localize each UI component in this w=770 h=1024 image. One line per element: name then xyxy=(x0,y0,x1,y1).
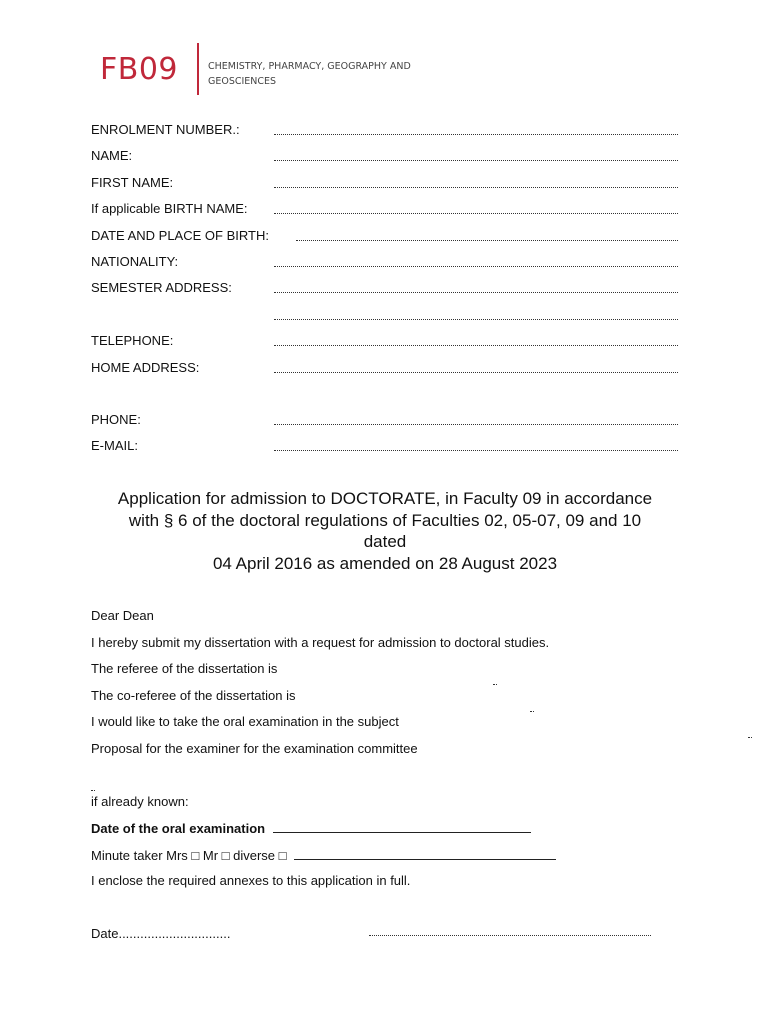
semester-address-field-2[interactable] xyxy=(274,311,678,321)
title-line-4: 04 April 2016 as amended on 28 August 2023 xyxy=(212,553,558,573)
enclose-statement: I enclose the required annexes to this application in full. xyxy=(91,873,414,888)
coreferee-row xyxy=(91,688,681,715)
first-name-field[interactable] xyxy=(274,179,678,189)
proposal-label: Proposal for the examiner for the examination committee xyxy=(91,741,422,756)
first-name-label: FIRST NAME: xyxy=(91,174,174,190)
title-line-2: with § 6 of the doctoral regulations of Faculties 02, 05-07, 09 and 10 xyxy=(128,510,642,530)
oral-subject-row xyxy=(91,714,681,741)
oral-subject-label: I would like to take the oral examination in the subject xyxy=(91,714,403,729)
if-known-label: if already known: xyxy=(91,794,193,809)
page-header xyxy=(0,0,770,110)
nationality-label: NATIONALITY: xyxy=(91,253,179,269)
faculty-name xyxy=(208,59,438,89)
submit-statement: I hereby submit my dissertation with a request for admission to doctoral studies. xyxy=(91,635,553,650)
home-address-field[interactable] xyxy=(274,364,678,374)
signature-field[interactable] xyxy=(369,935,651,936)
if-known-row xyxy=(91,794,681,821)
birth-date-place-field[interactable] xyxy=(296,232,678,242)
title-line-1: Application for admission to DOCTORATE, in Faculty 09 in accordance xyxy=(117,489,653,508)
application-body xyxy=(91,608,681,900)
name-label: NAME: xyxy=(91,148,133,164)
birth-date-place-label: DATE AND PLACE OF BIRTH: xyxy=(91,227,269,243)
oral-date-field[interactable] xyxy=(273,820,531,833)
birth-name-row xyxy=(91,199,681,225)
oral-date-row xyxy=(91,820,681,847)
submit-row xyxy=(91,635,681,662)
semester-address-row-2 xyxy=(91,305,681,331)
title-line-3: dated xyxy=(363,532,407,551)
birth-name-label: If applicable BIRTH NAME: xyxy=(91,201,248,217)
proposal-field[interactable] xyxy=(91,775,95,791)
coreferee-field[interactable] xyxy=(530,696,534,712)
minute-taker-label: Minute taker Mrs □ Mr □ diverse □ xyxy=(91,848,290,863)
enrolment-row xyxy=(91,120,681,146)
nationality-field[interactable] xyxy=(274,258,678,268)
birth-name-field[interactable] xyxy=(274,205,678,215)
email-field[interactable] xyxy=(274,442,678,452)
first-name-row xyxy=(91,173,681,199)
referee-label: The referee of the dissertation is xyxy=(91,661,281,676)
personal-details-form xyxy=(91,120,681,463)
email-row xyxy=(91,436,681,462)
home-address-row xyxy=(91,358,681,384)
enrolment-label: ENROLMENT NUMBER.: xyxy=(91,122,240,137)
email-label: E-MAIL: xyxy=(91,438,138,454)
home-address-label: HOME ADDRESS: xyxy=(91,359,200,375)
phone-label: PHONE: xyxy=(91,411,141,427)
referee-field[interactable] xyxy=(493,669,497,685)
header-divider xyxy=(197,43,199,95)
nationality-row xyxy=(91,252,681,278)
proposal-row xyxy=(91,741,681,768)
proposal-line-row xyxy=(91,767,681,794)
phone-field[interactable] xyxy=(274,416,678,426)
faculty-name-line2: GEOSCIENCES xyxy=(208,76,277,87)
faculty-logo: FB09 xyxy=(100,52,179,87)
signature-row xyxy=(91,926,681,946)
enclose-row xyxy=(91,873,681,900)
minute-taker-row xyxy=(91,847,681,874)
name-field[interactable] xyxy=(274,152,678,162)
coreferee-label: The co-referee of the dissertation is xyxy=(91,688,300,703)
referee-row xyxy=(91,661,681,688)
faculty-name-line1: CHEMISTRY, PHARMACY, GEOGRAPHY AND xyxy=(208,61,411,72)
date-label[interactable]: Date............................... xyxy=(91,926,231,941)
oral-subject-field[interactable] xyxy=(748,722,752,738)
enrolment-field[interactable] xyxy=(274,126,678,136)
telephone-label: TELEPHONE: xyxy=(91,333,174,349)
name-row xyxy=(91,146,681,172)
application-title xyxy=(80,488,690,574)
birth-date-place-row xyxy=(91,226,681,252)
salutation-row xyxy=(91,608,681,635)
telephone-field[interactable] xyxy=(274,337,678,347)
oral-date-label: Date of the oral examination xyxy=(91,821,269,836)
semester-address-field[interactable] xyxy=(274,284,678,294)
salutation: Dear Dean xyxy=(91,608,158,623)
telephone-row xyxy=(91,331,681,357)
semester-address-row xyxy=(91,278,681,304)
minute-taker-field[interactable] xyxy=(294,847,556,860)
semester-address-label: SEMESTER ADDRESS: xyxy=(91,280,232,296)
phone-row xyxy=(91,410,681,436)
